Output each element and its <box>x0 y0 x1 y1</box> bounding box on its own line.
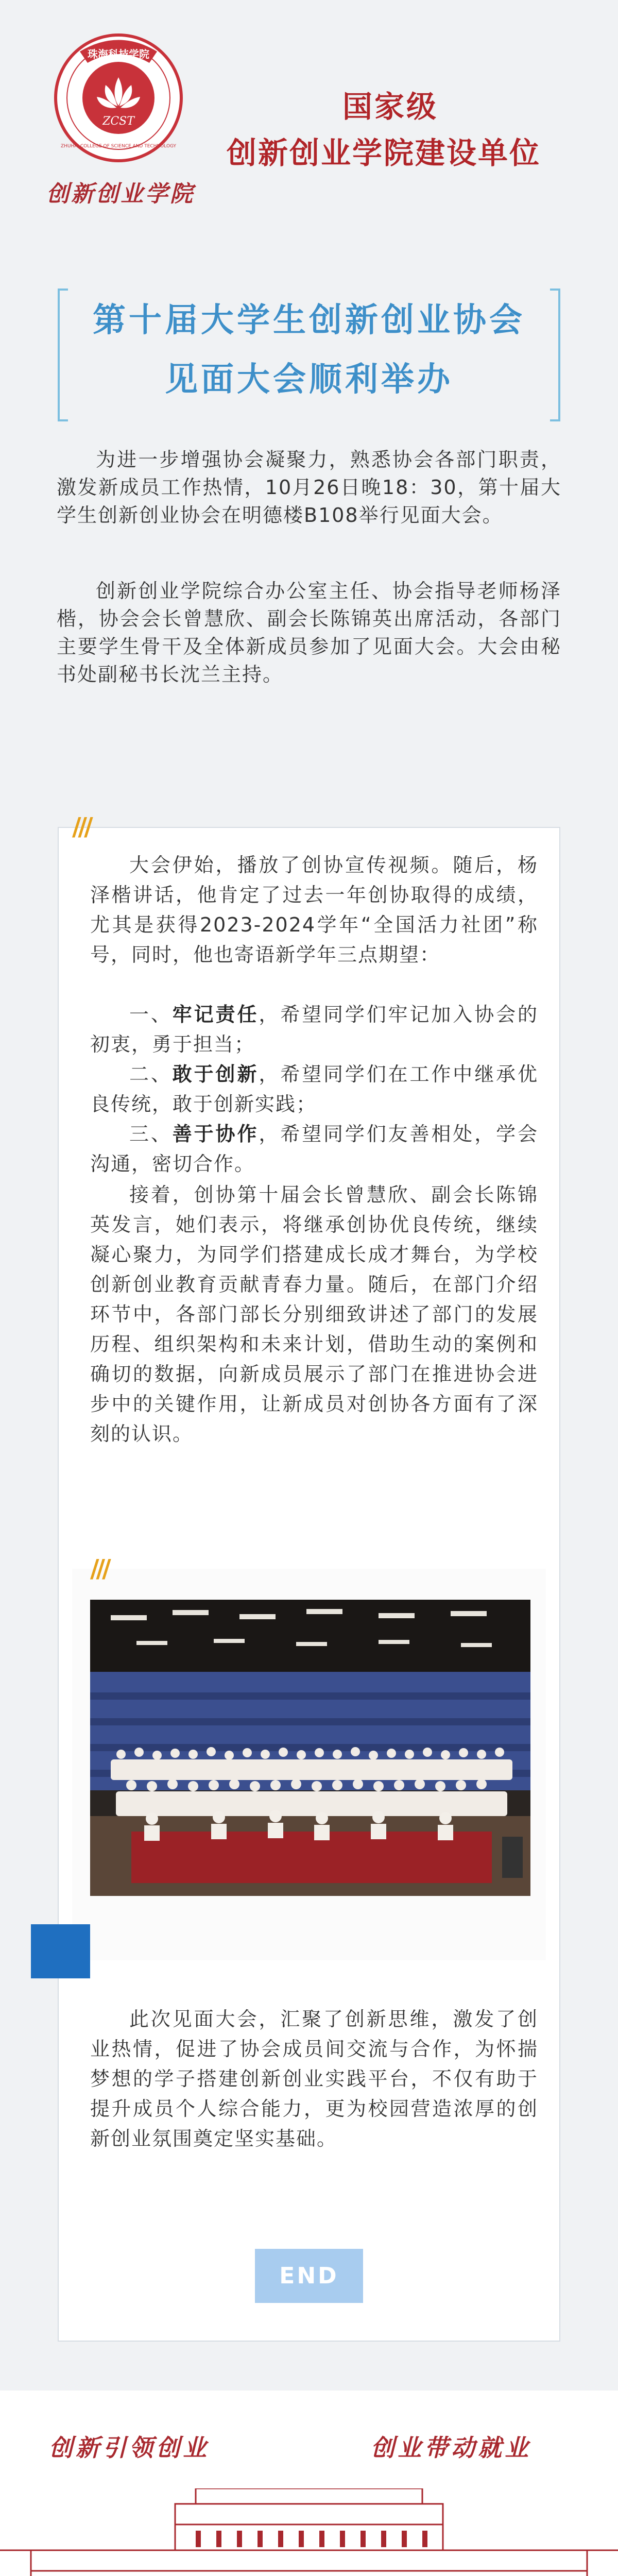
expectation-keyword: 敢于创新 <box>172 1063 259 1086</box>
svg-text:珠海科技学院: 珠海科技学院 <box>88 48 149 60</box>
intro-paragraph: 创新创业学院综合办公室主任、协会指导老师杨泽楷，协会会长曾慧欣、副会长陈锦英出席活动，各部门主要学生骨干及全体新成员参加了见面大会。大会由秘书处副秘书长沈兰主持。 <box>57 580 561 686</box>
svg-text:ZHUHAI COLLEGE OF SCIENCE AND: ZHUHAI COLLEGE OF SCIENCE AND TECHNOLOGY <box>60 144 177 149</box>
svg-text:ZCST: ZCST <box>102 115 134 128</box>
footer <box>0 2391 618 2576</box>
header-title-line2: 创新创业学院建设单位 <box>227 135 541 171</box>
slogan-right: 创业带动就业 <box>371 2434 531 2462</box>
header-title-line1: 国家级 <box>342 89 439 124</box>
slogan-left: 创新引领创业 <box>49 2434 210 2462</box>
article-title-line2: 见面大会顺利举办 <box>165 361 453 399</box>
article-title-box <box>58 278 560 428</box>
expectation-item: 一、牢记责任，希望同学们牢记加入协会的初衷，勇于担当； <box>90 1003 538 1056</box>
expectation-keyword: 牢记责任 <box>172 1003 259 1026</box>
college-logo <box>52 31 185 165</box>
body-paragraph: 大会伊始，播放了创协宣传视频。随后，杨泽楷讲话，他肯定了过去一年创协取得的成绩，尤其是获得2023-2024学年“全国活力社团”称号，同时，他也寄语新学年三点期望： <box>90 854 538 966</box>
end-badge: END <box>255 2249 363 2303</box>
expectation-keyword: 善于协作 <box>172 1123 259 1145</box>
expectation-item: 三、善于协作，希望同学们友善相处，学会沟通，密切合作。 <box>90 1123 538 1175</box>
decorative-square <box>31 1924 90 1978</box>
header <box>0 0 618 227</box>
article-title-line1: 第十届大学生创新创业协会 <box>93 301 525 340</box>
building-illustration <box>0 2488 618 2576</box>
body-paragraph: 接着，创协第十届会长曾慧欣、副会长陈锦英发言，她们表示，将继承创协优良传统，继续凝心聚力，为同学们搭建成长成才舞台，为学校创新创业教育贡献青春力量。随后，在部门介绍环节中，各部门部长分别细致讲述了部门的发展历程、组织架构和未来计划，借助生动的案例和确切的数据，向新成员展示了部门在推进协会进步中的关键作用，让新成员对创协各方面有了深刻的认识。 <box>90 1183 538 1445</box>
expectation-item: 二、敢于创新，希望同学们在工作中继承优良传统，敢于创新实践； <box>90 1063 538 1115</box>
closing-paragraph: 此次见面大会，汇聚了创新思维，激发了创业热情，促进了协会成员间交流与合作，为怀揣梦想的学子搭建创新创业实践平台，不仅有助于提升成员个人综合能力，更为校园营造浓厚的创新创业氛围奠定坚实基础。 <box>90 2008 538 2150</box>
group-photo <box>90 1600 530 1896</box>
quote-mark-icon: /// <box>72 812 90 841</box>
intro-paragraph: 为进一步增强协会凝聚力，熟悉协会各部门职责，激发新成员工作热情，10月26日晚18：30，第十届大学生创新创业协会在明德楼B108举行见面大会。 <box>57 448 561 527</box>
quote-mark-icon: /// <box>90 1554 108 1583</box>
logo-script-text: 创新创业学院 <box>46 181 195 207</box>
